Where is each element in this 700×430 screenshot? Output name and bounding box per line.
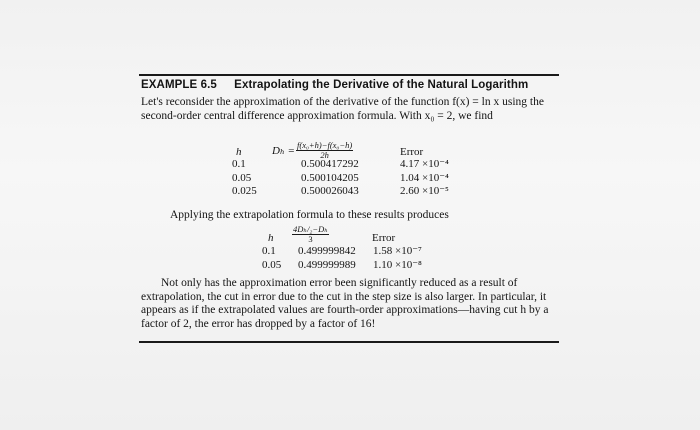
table2-h-cell: 0.1: [262, 245, 276, 257]
closing-paragraph: Not only has the approximation error been significantly reduced as a result of extrapolation, the cut in error due to the cut in the step size is also larger. In particular, it appears as if the extrapolated values are fourth-order approximations—having cut h by a factor of 2, the error has dropped by a factor of 16!: [141, 277, 549, 330]
example-label: EXAMPLE 6.5: [141, 79, 217, 91]
table1-header-error: Error: [400, 146, 424, 158]
table1-h-cell: 0.1: [232, 158, 246, 170]
table1-error-cell: 2.60 ×10⁻⁵: [400, 185, 449, 197]
table2-h-column: [262, 245, 281, 272]
table1-d-column: [301, 158, 359, 199]
table1-error-column: [400, 158, 449, 199]
extrapolation-sentence: Applying the extrapolation formula to these results produces: [170, 209, 449, 221]
example-title: Extrapolating the Derivative of the Natural Logarithm: [234, 79, 529, 91]
example-header: [141, 79, 528, 91]
top-rule: [139, 74, 559, 76]
table2-d-cell: 0.499999842: [298, 245, 356, 257]
bottom-rule: [139, 341, 559, 343]
table1-header-d-label: Dₕ =: [272, 145, 295, 157]
table2-header-d-fraction: [292, 225, 329, 244]
table1-h-cell: 0.05: [232, 171, 252, 184]
table1-fraction-denominator: 2h: [320, 150, 329, 160]
table1-error-cell: 1.04 ×10⁻⁴: [400, 171, 449, 184]
table1-error-cell: 4.17 ×10⁻⁴: [400, 158, 449, 170]
table1-h-cell: 0.025: [232, 185, 257, 197]
table2-error-cell: 1.10 ×10⁻⁸: [373, 258, 422, 271]
table2-h-cell: 0.05: [262, 258, 282, 271]
table2-header-h: h: [268, 232, 274, 244]
intro-paragraph: Let's reconsider the approximation of the derivative of the function f(x) = ln x using the second-order central difference approximation formula. With x₀ = 2, we find: [141, 96, 544, 122]
table1-fraction-numerator: f(x₀+h)−f(x₀−h): [297, 140, 353, 150]
table1-d-cell: 0.500417292: [301, 158, 359, 170]
table1-d-cell: 0.500104205: [301, 171, 359, 184]
table2-fraction-numerator: 4Dₕ/₂−Dₕ: [293, 224, 328, 234]
table2-d-column: [298, 245, 356, 272]
table1-d-cell: 0.500026043: [301, 185, 359, 197]
table1-h-column: [232, 158, 257, 199]
table2-error-column: [373, 245, 422, 272]
table2-header-error: Error: [372, 232, 396, 244]
table2-fraction-denominator: 3: [308, 234, 313, 244]
table2-d-cell: 0.499999989: [298, 258, 356, 271]
table2-error-cell: 1.58 ×10⁻⁷: [373, 245, 422, 257]
table1-header-h: h: [236, 146, 242, 158]
